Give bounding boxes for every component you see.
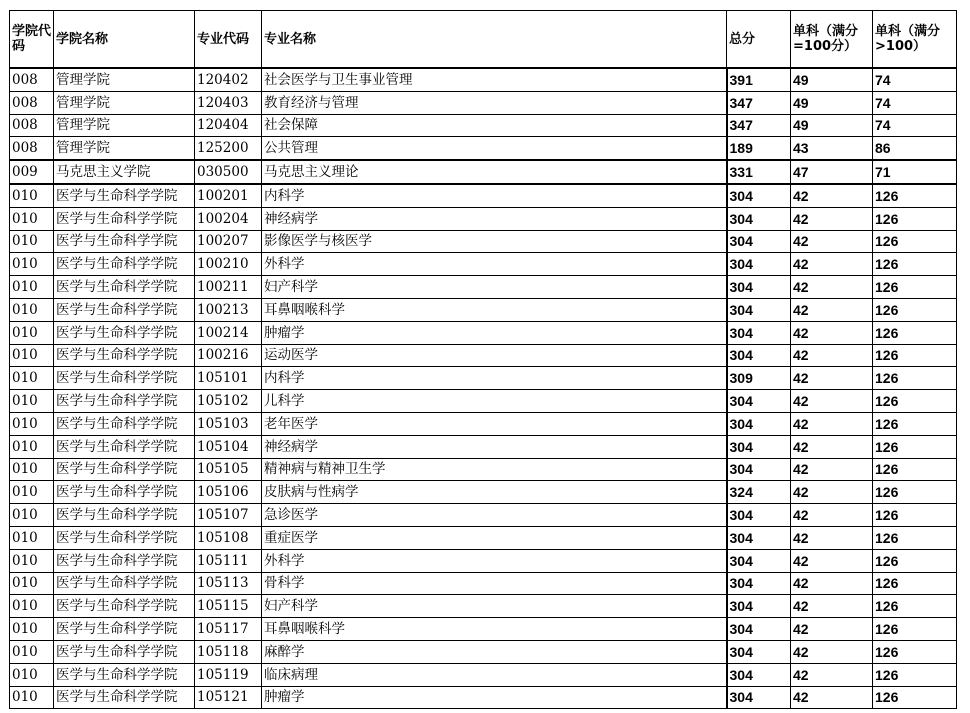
cell-single-over-100: 126 bbox=[873, 458, 957, 481]
cell-major-name: 教育经济与管理 bbox=[262, 91, 727, 114]
cell-dept-name: 医学与生命科学学院 bbox=[54, 253, 195, 276]
cell-major-code: 105111 bbox=[195, 549, 262, 572]
cell-major-code: 105121 bbox=[195, 686, 262, 709]
table-row bbox=[10, 686, 957, 709]
cell-major-name: 影像医学与核医学 bbox=[262, 230, 727, 253]
cell-major-name: 妇产科学 bbox=[262, 276, 727, 299]
cell-dept-code: 010 bbox=[10, 276, 54, 299]
cell-total: 304 bbox=[727, 686, 791, 709]
header-total: 总分 bbox=[727, 11, 791, 69]
cell-dept-name: 管理学院 bbox=[54, 91, 195, 114]
table-row bbox=[10, 68, 957, 91]
cell-major-name: 马克思主义理论 bbox=[262, 160, 727, 184]
cell-single-100: 42 bbox=[791, 526, 873, 549]
cell-major-name: 骨科学 bbox=[262, 572, 727, 595]
cell-total: 304 bbox=[727, 412, 791, 435]
cell-total: 304 bbox=[727, 184, 791, 207]
cell-total: 304 bbox=[727, 549, 791, 572]
cell-single-over-100: 126 bbox=[873, 572, 957, 595]
cell-major-name: 神经病学 bbox=[262, 207, 727, 230]
cell-major-name: 外科学 bbox=[262, 253, 727, 276]
cell-dept-code: 010 bbox=[10, 207, 54, 230]
cell-single-over-100: 126 bbox=[873, 504, 957, 527]
cell-major-name: 临床病理 bbox=[262, 663, 727, 686]
cell-single-100: 42 bbox=[791, 321, 873, 344]
cell-major-code: 105102 bbox=[195, 390, 262, 413]
cell-dept-name: 医学与生命科学学院 bbox=[54, 184, 195, 207]
table-row bbox=[10, 114, 957, 137]
cell-dept-code: 010 bbox=[10, 504, 54, 527]
cell-dept-code: 010 bbox=[10, 298, 54, 321]
cell-dept-name: 医学与生命科学学院 bbox=[54, 435, 195, 458]
cell-single-100: 42 bbox=[791, 663, 873, 686]
cell-dept-code: 010 bbox=[10, 390, 54, 413]
score-table bbox=[9, 10, 957, 709]
cell-single-100: 42 bbox=[791, 253, 873, 276]
cell-single-100: 42 bbox=[791, 344, 873, 367]
cell-single-over-100: 126 bbox=[873, 207, 957, 230]
table-row bbox=[10, 435, 957, 458]
cell-major-name: 神经病学 bbox=[262, 435, 727, 458]
cell-dept-code: 010 bbox=[10, 458, 54, 481]
cell-dept-name: 管理学院 bbox=[54, 68, 195, 91]
cell-dept-code: 010 bbox=[10, 367, 54, 390]
cell-major-code: 100204 bbox=[195, 207, 262, 230]
cell-single-100: 42 bbox=[791, 276, 873, 299]
cell-dept-code: 010 bbox=[10, 663, 54, 686]
cell-major-code: 030500 bbox=[195, 160, 262, 184]
cell-single-over-100: 86 bbox=[873, 137, 957, 160]
cell-major-name: 儿科学 bbox=[262, 390, 727, 413]
cell-total: 304 bbox=[727, 298, 791, 321]
cell-single-over-100: 126 bbox=[873, 595, 957, 618]
cell-single-100: 42 bbox=[791, 458, 873, 481]
cell-major-name: 运动医学 bbox=[262, 344, 727, 367]
cell-dept-name: 医学与生命科学学院 bbox=[54, 640, 195, 663]
cell-dept-code: 009 bbox=[10, 160, 54, 184]
cell-total: 304 bbox=[727, 663, 791, 686]
cell-dept-code: 010 bbox=[10, 572, 54, 595]
table-row bbox=[10, 595, 957, 618]
table-row bbox=[10, 640, 957, 663]
cell-major-name: 皮肤病与性病学 bbox=[262, 481, 727, 504]
table-row bbox=[10, 549, 957, 572]
cell-major-name: 肿瘤学 bbox=[262, 321, 727, 344]
cell-major-code: 100201 bbox=[195, 184, 262, 207]
cell-major-name: 公共管理 bbox=[262, 137, 727, 160]
cell-single-over-100: 74 bbox=[873, 114, 957, 137]
cell-total: 347 bbox=[727, 91, 791, 114]
table-row bbox=[10, 276, 957, 299]
cell-single-100: 49 bbox=[791, 114, 873, 137]
cell-total: 304 bbox=[727, 344, 791, 367]
cell-single-100: 42 bbox=[791, 595, 873, 618]
cell-total: 309 bbox=[727, 367, 791, 390]
table-row bbox=[10, 618, 957, 641]
table-row bbox=[10, 663, 957, 686]
cell-total: 304 bbox=[727, 504, 791, 527]
cell-major-code: 105107 bbox=[195, 504, 262, 527]
cell-dept-name: 医学与生命科学学院 bbox=[54, 686, 195, 709]
table-body bbox=[10, 68, 957, 709]
cell-total: 304 bbox=[727, 321, 791, 344]
cell-dept-name: 医学与生命科学学院 bbox=[54, 595, 195, 618]
cell-major-code: 105101 bbox=[195, 367, 262, 390]
table-row bbox=[10, 412, 957, 435]
cell-dept-code: 010 bbox=[10, 549, 54, 572]
cell-major-code: 105103 bbox=[195, 412, 262, 435]
cell-dept-name: 医学与生命科学学院 bbox=[54, 572, 195, 595]
cell-single-100: 42 bbox=[791, 504, 873, 527]
cell-dept-code: 010 bbox=[10, 321, 54, 344]
cell-dept-code: 010 bbox=[10, 412, 54, 435]
cell-dept-code: 010 bbox=[10, 344, 54, 367]
cell-single-over-100: 126 bbox=[873, 298, 957, 321]
cell-single-100: 47 bbox=[791, 160, 873, 184]
cell-total: 304 bbox=[727, 207, 791, 230]
cell-major-name: 肿瘤学 bbox=[262, 686, 727, 709]
cell-single-over-100: 74 bbox=[873, 91, 957, 114]
cell-major-code: 105113 bbox=[195, 572, 262, 595]
cell-major-code: 100207 bbox=[195, 230, 262, 253]
cell-single-over-100: 126 bbox=[873, 663, 957, 686]
header-major-name: 专业名称 bbox=[262, 11, 727, 69]
cell-dept-name: 马克思主义学院 bbox=[54, 160, 195, 184]
cell-major-code: 105119 bbox=[195, 663, 262, 686]
cell-major-name: 老年医学 bbox=[262, 412, 727, 435]
cell-total: 189 bbox=[727, 137, 791, 160]
cell-major-code: 105105 bbox=[195, 458, 262, 481]
cell-major-code: 105115 bbox=[195, 595, 262, 618]
cell-single-100: 42 bbox=[791, 390, 873, 413]
cell-dept-name: 医学与生命科学学院 bbox=[54, 207, 195, 230]
cell-major-code: 105118 bbox=[195, 640, 262, 663]
cell-single-over-100: 126 bbox=[873, 344, 957, 367]
table-row bbox=[10, 344, 957, 367]
cell-single-100: 42 bbox=[791, 367, 873, 390]
cell-major-code: 120403 bbox=[195, 91, 262, 114]
table-row bbox=[10, 572, 957, 595]
cell-dept-name: 医学与生命科学学院 bbox=[54, 412, 195, 435]
cell-total: 304 bbox=[727, 230, 791, 253]
cell-single-100: 42 bbox=[791, 412, 873, 435]
cell-total: 304 bbox=[727, 618, 791, 641]
cell-major-code: 105108 bbox=[195, 526, 262, 549]
cell-dept-code: 008 bbox=[10, 114, 54, 137]
table-row bbox=[10, 367, 957, 390]
cell-single-over-100: 126 bbox=[873, 549, 957, 572]
table-row bbox=[10, 390, 957, 413]
cell-major-code: 100214 bbox=[195, 321, 262, 344]
table-row bbox=[10, 230, 957, 253]
cell-single-over-100: 126 bbox=[873, 321, 957, 344]
cell-dept-name: 医学与生命科学学院 bbox=[54, 321, 195, 344]
cell-dept-name: 医学与生命科学学院 bbox=[54, 663, 195, 686]
cell-major-name: 妇产科学 bbox=[262, 595, 727, 618]
cell-single-100: 42 bbox=[791, 184, 873, 207]
table-row bbox=[10, 253, 957, 276]
cell-single-100: 42 bbox=[791, 230, 873, 253]
cell-total: 347 bbox=[727, 114, 791, 137]
cell-single-100: 42 bbox=[791, 435, 873, 458]
cell-major-name: 耳鼻咽喉科学 bbox=[262, 618, 727, 641]
cell-total: 304 bbox=[727, 595, 791, 618]
cell-single-over-100: 126 bbox=[873, 618, 957, 641]
cell-major-code: 125200 bbox=[195, 137, 262, 160]
cell-total: 304 bbox=[727, 526, 791, 549]
header-single-over-100: 单科（满分>100） bbox=[873, 11, 957, 69]
cell-single-100: 42 bbox=[791, 549, 873, 572]
cell-total: 391 bbox=[727, 68, 791, 91]
cell-single-over-100: 74 bbox=[873, 68, 957, 91]
cell-dept-name: 医学与生命科学学院 bbox=[54, 504, 195, 527]
cell-single-over-100: 126 bbox=[873, 184, 957, 207]
cell-single-100: 42 bbox=[791, 640, 873, 663]
cell-major-code: 105117 bbox=[195, 618, 262, 641]
cell-major-name: 精神病与精神卫生学 bbox=[262, 458, 727, 481]
table-row bbox=[10, 137, 957, 160]
cell-dept-name: 管理学院 bbox=[54, 137, 195, 160]
cell-single-100: 42 bbox=[791, 481, 873, 504]
cell-dept-name: 医学与生命科学学院 bbox=[54, 549, 195, 572]
cell-dept-name: 医学与生命科学学院 bbox=[54, 618, 195, 641]
cell-single-100: 49 bbox=[791, 68, 873, 91]
header-dept-code: 学院代码 bbox=[10, 11, 54, 69]
cell-single-over-100: 126 bbox=[873, 412, 957, 435]
cell-dept-code: 010 bbox=[10, 686, 54, 709]
cell-total: 304 bbox=[727, 458, 791, 481]
table-row bbox=[10, 321, 957, 344]
header-row bbox=[10, 11, 957, 69]
cell-total: 331 bbox=[727, 160, 791, 184]
cell-dept-code: 010 bbox=[10, 595, 54, 618]
header-dept-name: 学院名称 bbox=[54, 11, 195, 69]
cell-major-code: 120404 bbox=[195, 114, 262, 137]
cell-dept-name: 医学与生命科学学院 bbox=[54, 276, 195, 299]
cell-major-name: 外科学 bbox=[262, 549, 727, 572]
cell-dept-code: 010 bbox=[10, 184, 54, 207]
cell-single-100: 49 bbox=[791, 91, 873, 114]
cell-dept-code: 010 bbox=[10, 618, 54, 641]
table-row bbox=[10, 458, 957, 481]
cell-single-over-100: 126 bbox=[873, 367, 957, 390]
cell-dept-code: 008 bbox=[10, 91, 54, 114]
cell-single-100: 42 bbox=[791, 618, 873, 641]
cell-single-100: 42 bbox=[791, 686, 873, 709]
cell-single-100: 42 bbox=[791, 298, 873, 321]
cell-total: 304 bbox=[727, 276, 791, 299]
cell-single-over-100: 71 bbox=[873, 160, 957, 184]
cell-major-code: 105106 bbox=[195, 481, 262, 504]
cell-dept-code: 008 bbox=[10, 68, 54, 91]
cell-total: 304 bbox=[727, 572, 791, 595]
cell-dept-name: 医学与生命科学学院 bbox=[54, 230, 195, 253]
cell-total: 304 bbox=[727, 640, 791, 663]
table-row bbox=[10, 504, 957, 527]
cell-major-name: 重症医学 bbox=[262, 526, 727, 549]
cell-major-name: 急诊医学 bbox=[262, 504, 727, 527]
cell-single-over-100: 126 bbox=[873, 481, 957, 504]
cell-single-over-100: 126 bbox=[873, 640, 957, 663]
cell-total: 304 bbox=[727, 253, 791, 276]
cell-major-name: 社会医学与卫生事业管理 bbox=[262, 68, 727, 91]
cell-major-name: 内科学 bbox=[262, 367, 727, 390]
score-table-container bbox=[9, 10, 956, 709]
cell-dept-name: 医学与生命科学学院 bbox=[54, 481, 195, 504]
cell-major-code: 100213 bbox=[195, 298, 262, 321]
cell-single-over-100: 126 bbox=[873, 390, 957, 413]
cell-single-over-100: 126 bbox=[873, 526, 957, 549]
cell-total: 304 bbox=[727, 435, 791, 458]
cell-major-name: 麻醉学 bbox=[262, 640, 727, 663]
cell-dept-code: 010 bbox=[10, 481, 54, 504]
cell-single-over-100: 126 bbox=[873, 686, 957, 709]
cell-dept-code: 008 bbox=[10, 137, 54, 160]
cell-dept-name: 医学与生命科学学院 bbox=[54, 526, 195, 549]
table-row bbox=[10, 184, 957, 207]
cell-dept-name: 医学与生命科学学院 bbox=[54, 298, 195, 321]
cell-dept-code: 010 bbox=[10, 230, 54, 253]
cell-single-over-100: 126 bbox=[873, 230, 957, 253]
table-row bbox=[10, 160, 957, 184]
cell-major-code: 100210 bbox=[195, 253, 262, 276]
cell-single-100: 42 bbox=[791, 572, 873, 595]
table-row bbox=[10, 298, 957, 321]
cell-major-code: 100211 bbox=[195, 276, 262, 299]
table-row bbox=[10, 526, 957, 549]
cell-dept-name: 医学与生命科学学院 bbox=[54, 367, 195, 390]
header-single-100: 单科（满分=100分） bbox=[791, 11, 873, 69]
cell-dept-code: 010 bbox=[10, 526, 54, 549]
cell-dept-name: 医学与生命科学学院 bbox=[54, 458, 195, 481]
cell-major-name: 社会保障 bbox=[262, 114, 727, 137]
table-row bbox=[10, 207, 957, 230]
cell-dept-code: 010 bbox=[10, 435, 54, 458]
table-row bbox=[10, 481, 957, 504]
cell-major-code: 120402 bbox=[195, 68, 262, 91]
cell-single-over-100: 126 bbox=[873, 253, 957, 276]
cell-dept-name: 管理学院 bbox=[54, 114, 195, 137]
cell-total: 324 bbox=[727, 481, 791, 504]
cell-single-over-100: 126 bbox=[873, 435, 957, 458]
cell-major-name: 耳鼻咽喉科学 bbox=[262, 298, 727, 321]
cell-major-code: 100216 bbox=[195, 344, 262, 367]
cell-dept-name: 医学与生命科学学院 bbox=[54, 390, 195, 413]
cell-single-100: 43 bbox=[791, 137, 873, 160]
cell-dept-name: 医学与生命科学学院 bbox=[54, 344, 195, 367]
cell-major-name: 内科学 bbox=[262, 184, 727, 207]
cell-single-over-100: 126 bbox=[873, 276, 957, 299]
cell-major-code: 105104 bbox=[195, 435, 262, 458]
cell-dept-code: 010 bbox=[10, 640, 54, 663]
table-row bbox=[10, 91, 957, 114]
header-major-code: 专业代码 bbox=[195, 11, 262, 69]
cell-total: 304 bbox=[727, 390, 791, 413]
cell-single-100: 42 bbox=[791, 207, 873, 230]
cell-dept-code: 010 bbox=[10, 253, 54, 276]
